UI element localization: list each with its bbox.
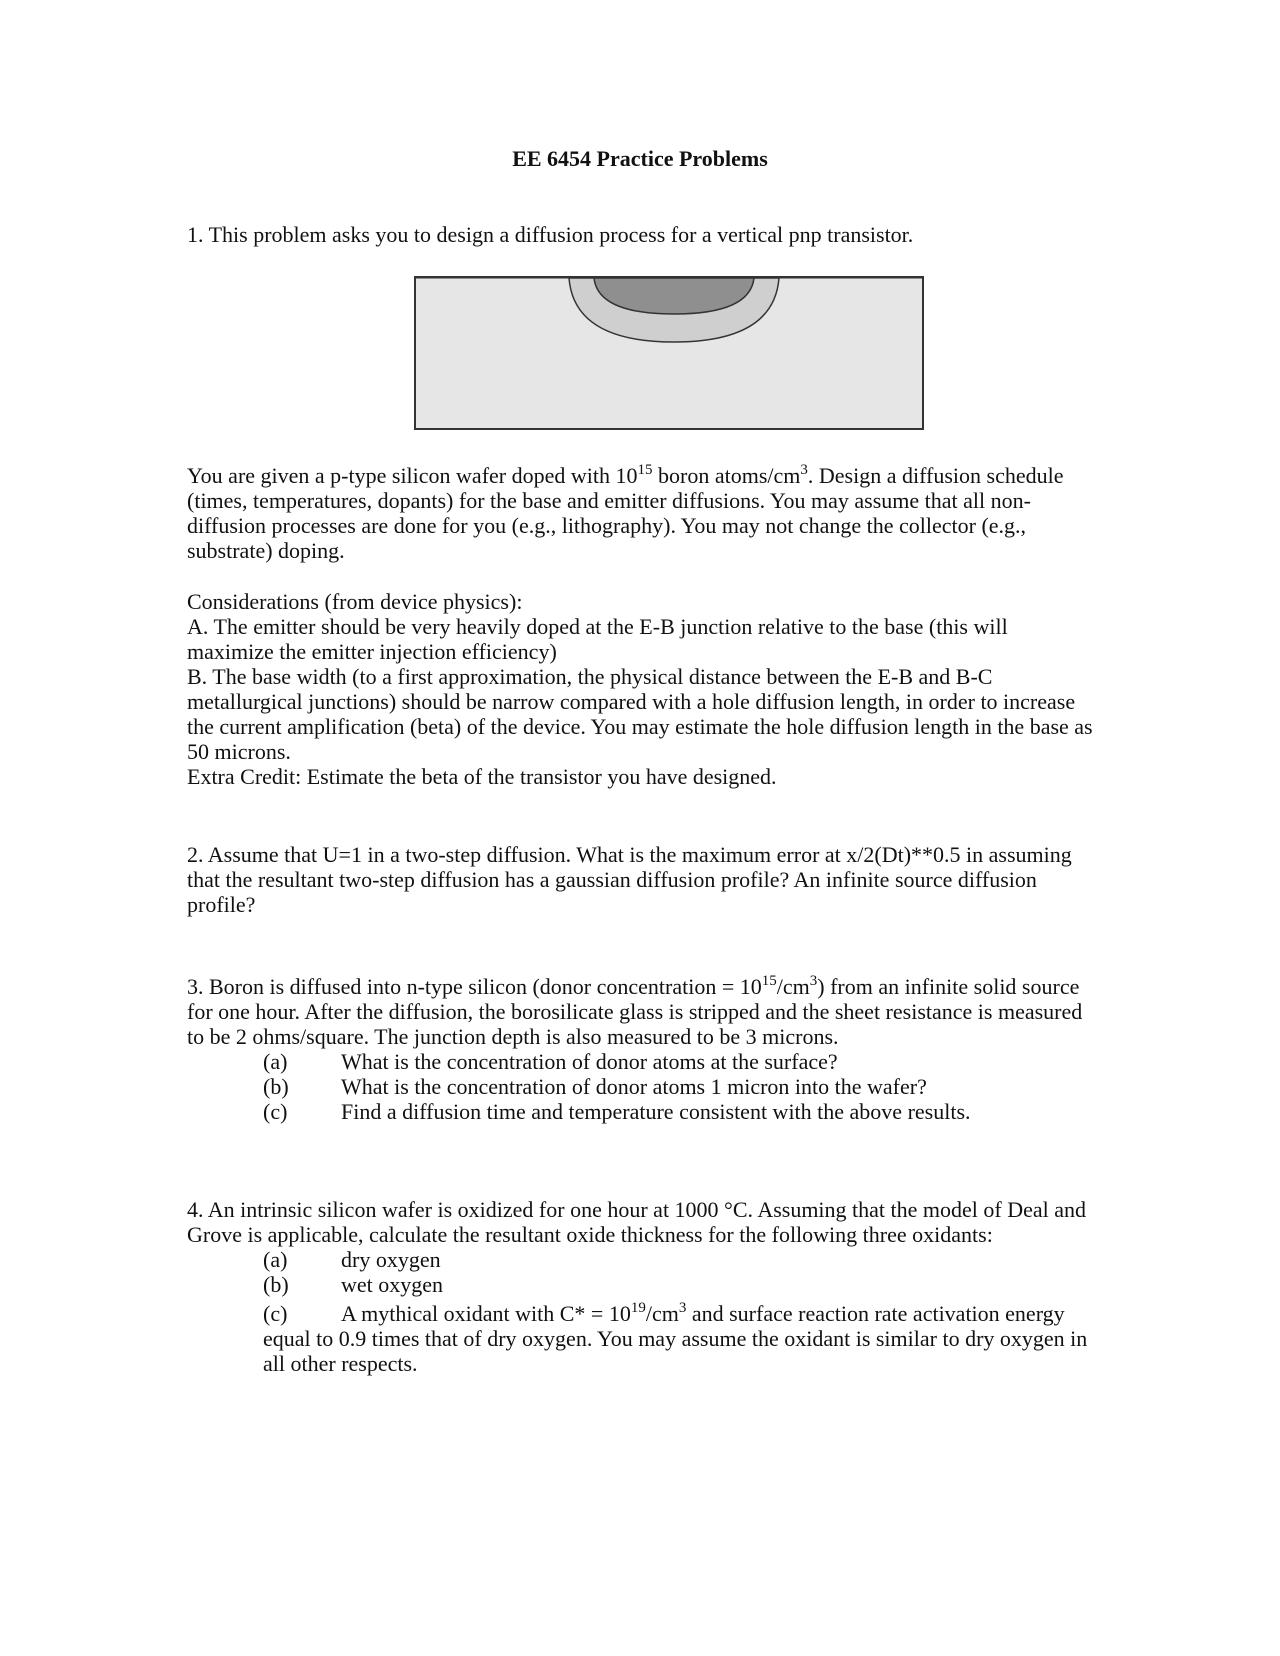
pnp-transistor-diagram — [414, 276, 924, 432]
problem-3-text-part: 3. Boron is diffused into n-type silicon (donor concentration = 10 — [187, 974, 762, 999]
part-text: What is the concentration of donor atoms at the surface? — [341, 1049, 838, 1074]
problem-4-part-c — [187, 1301, 1097, 1376]
part-label: (a) — [263, 1247, 288, 1272]
problem-4-text: 4. An intrinsic silicon wafer is oxidized for one hour at 1000 °C. Assuming that the model of Deal and Grove is applicable, calculate the resultant oxide thickness for the following three oxidants: — [187, 1197, 1087, 1247]
consideration-b: B. The base width (to a first approximation, the physical distance between the E-B and B-C metallurgical junctions) should be narrow compared with a hole diffusion length, in order to increase the current amplification (beta) of the device. You may estimate the hole diffusion length in the base as 50 microns. — [187, 664, 1093, 764]
part-text: /cm — [645, 1301, 679, 1326]
exponent: 15 — [761, 973, 777, 989]
problem-2: 2. Assume that U=1 in a two-step diffusion. What is the maximum error at x/2(Dt)**0.5 in assuming that the resultant two-step diffusion has a gaussian diffusion profile? An infinite source diffusion profile? — [187, 842, 1072, 917]
exponent: 3 — [800, 462, 808, 478]
part-text: dry oxygen — [341, 1247, 441, 1272]
exponent: 19 — [630, 1300, 646, 1316]
part-label: (a) — [263, 1049, 288, 1074]
exponent: 15 — [637, 462, 653, 478]
problem-1-considerations — [187, 589, 1097, 789]
problem-4-part-b — [187, 1272, 1097, 1297]
problem-3-part-a — [187, 1049, 1097, 1074]
problem-3-part-c — [187, 1099, 1097, 1124]
part-label: (c) — [263, 1301, 288, 1326]
part-label: (b) — [263, 1272, 289, 1297]
considerations-heading: Considerations (from device physics): — [187, 589, 523, 614]
part-text: A mythical oxidant with C* = 10 — [341, 1301, 631, 1326]
page-title: EE 6454 Practice Problems — [512, 146, 768, 171]
problem-3-text-part: /cm — [776, 974, 810, 999]
problem-3-text-part: ) from an infinite solid source for one hour. After the diffusion, the borosilicate glass is stripped and the sheet resistance is measured to be 2 ohms/square. The junction depth is also measured to be 3 microns. — [187, 974, 1083, 1049]
problem-4-part-a — [187, 1247, 1097, 1272]
problem-3-text — [187, 974, 1097, 1049]
problem-1-body-text: You are given a p-type silicon wafer doped with 10 — [187, 463, 638, 488]
part-label: (b) — [263, 1074, 289, 1099]
problem-4 — [187, 1197, 1097, 1376]
part-text: wet oxygen — [341, 1272, 444, 1297]
problem-1-body-text: . Design a diffusion schedule (times, temperatures, dopants) for the base and emitter diffusions. You may assume that all non-diffusion processes are done for you (e.g., lithography). You may not change the collector (e.g., substrate) doping. — [187, 463, 1064, 563]
problem-1-body-text: boron atoms/cm — [652, 463, 801, 488]
extra-credit: Extra Credit: Estimate the beta of the transistor you have designed. — [187, 764, 777, 789]
exponent: 3 — [809, 973, 818, 989]
part-text: What is the concentration of donor atoms 1 micron into the wafer? — [341, 1074, 927, 1099]
part-text: and surface reaction rate activation energy equal to 0.9 times that of dry oxygen. You may assume the oxidant is similar to dry oxygen in all other respects. — [263, 1301, 1088, 1376]
problem-1-body — [187, 463, 1097, 563]
problem-3-part-b — [187, 1074, 1097, 1099]
part-text: Find a diffusion time and temperature consistent with the above results. — [341, 1099, 971, 1124]
part-label: (c) — [263, 1099, 288, 1124]
consideration-a: A. The emitter should be very heavily doped at the E-B junction relative to the base (this will maximize the emitter injection efficiency) — [187, 614, 1008, 664]
problem-1-intro: 1. This problem asks you to design a diffusion process for a vertical pnp transistor. — [187, 222, 914, 247]
exponent: 3 — [678, 1300, 687, 1316]
problem-3 — [187, 974, 1097, 1124]
